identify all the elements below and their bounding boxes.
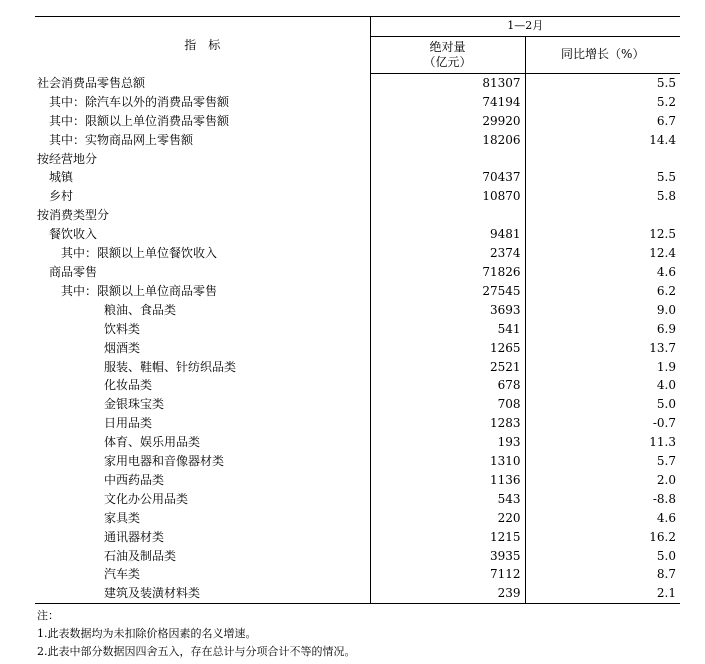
row-indicator-name: 汽车类: [35, 565, 370, 584]
row-absolute-value: 10870: [370, 187, 525, 206]
row-growth-rate: 2.0: [656, 472, 676, 487]
row-absolute-value: 220: [370, 509, 525, 528]
row-indicator-name: 按经营地分: [35, 150, 370, 169]
row-absolute-value: 193: [370, 433, 525, 452]
footnote-1: 1.此表数据均为未扣除价格因素的名义增速。: [37, 627, 257, 640]
row-absolute-value: 9481: [370, 225, 525, 244]
value-header-line1: 绝对量: [429, 39, 466, 54]
table-row: [35, 471, 680, 490]
row-indicator-name: 建筑及装潢材料类: [35, 584, 370, 603]
row-absolute-value: 3935: [370, 547, 525, 566]
row-growth-rate: 4.0: [656, 378, 676, 393]
table-row: [35, 528, 680, 547]
row-growth-rate: 12.4: [649, 246, 676, 261]
table-row: [35, 547, 680, 566]
retail-sales-table: [35, 16, 680, 604]
row-growth-rate: 9.0: [656, 302, 676, 317]
table-row: [35, 339, 680, 358]
table-row: [35, 565, 680, 584]
row-indicator-name: 社会消费品零售总额: [35, 73, 370, 92]
row-indicator-name: 其中：限额以上单位消费品零售额: [35, 112, 370, 131]
table-row: [35, 187, 680, 206]
row-growth-rate: [525, 150, 680, 169]
table-row: [35, 509, 680, 528]
retail-sales-table-container: [35, 16, 680, 604]
table-row: [35, 414, 680, 433]
row-growth-rate: 14.4: [649, 132, 676, 147]
row-growth-rate: -0.7: [652, 416, 676, 431]
row-growth-rate: 5.7: [656, 454, 676, 469]
table-row: [35, 452, 680, 471]
row-absolute-value: 29920: [370, 112, 525, 131]
row-indicator-name: 餐饮收入: [35, 225, 370, 244]
table-row: [35, 225, 680, 244]
table-row: [35, 73, 680, 92]
row-indicator-name: 体育、娱乐用品类: [35, 433, 370, 452]
row-indicator-name: 粮油、食品类: [35, 301, 370, 320]
row-indicator-name: 商品零售: [35, 263, 370, 282]
row-indicator-name: 其中：限额以上单位餐饮收入: [35, 244, 370, 263]
row-indicator-name: 乡村: [35, 187, 370, 206]
row-growth-rate: 5.5: [656, 170, 676, 185]
row-growth-rate: 1.9: [656, 359, 676, 374]
row-absolute-value: 1310: [370, 452, 525, 471]
row-growth-rate: 5.8: [656, 189, 676, 204]
table-row: [35, 490, 680, 509]
row-absolute-value: 7112: [370, 565, 525, 584]
row-absolute-value: 70437: [370, 168, 525, 187]
table-body: [35, 73, 680, 603]
table-row: [35, 244, 680, 263]
table-row: [35, 395, 680, 414]
indicator-header: 指 标: [35, 17, 370, 74]
table-row: [35, 358, 680, 377]
footnotes: [37, 607, 356, 661]
row-indicator-name: 饮料类: [35, 320, 370, 339]
row-growth-rate: 5.0: [656, 548, 676, 563]
row-absolute-value: 708: [370, 395, 525, 414]
table-row: [35, 150, 680, 169]
row-indicator-name: 服装、鞋帽、针纺织品类: [35, 358, 370, 377]
row-growth-rate: 12.5: [649, 227, 676, 242]
row-absolute-value: 1283: [370, 414, 525, 433]
row-indicator-name: 家具类: [35, 509, 370, 528]
table-row: [35, 93, 680, 112]
row-absolute-value: 27545: [370, 282, 525, 301]
table-row: [35, 112, 680, 131]
row-growth-rate: 11.3: [649, 435, 676, 450]
table-row: [35, 282, 680, 301]
row-indicator-name: 通讯器材类: [35, 528, 370, 547]
row-absolute-value: 541: [370, 320, 525, 339]
row-indicator-name: 中西药品类: [35, 471, 370, 490]
period-header: 1—2月: [370, 17, 680, 37]
row-absolute-value: 2374: [370, 244, 525, 263]
growth-header: 同比增长（%）: [525, 36, 680, 73]
row-indicator-name: 其中：实物商品网上零售额: [35, 131, 370, 150]
row-indicator-name: 金银珠宝类: [35, 395, 370, 414]
value-header: [370, 36, 525, 73]
row-absolute-value: 1215: [370, 528, 525, 547]
value-header-line2: （亿元）: [423, 54, 472, 69]
row-indicator-name: 化妆品类: [35, 376, 370, 395]
row-absolute-value: 1265: [370, 339, 525, 358]
row-growth-rate: 6.9: [656, 321, 676, 336]
row-growth-rate: 16.2: [649, 529, 676, 544]
row-growth-rate: 5.0: [656, 397, 676, 412]
table-row: [35, 584, 680, 603]
row-indicator-name: 烟酒类: [35, 339, 370, 358]
row-absolute-value: [370, 206, 525, 225]
row-growth-rate: 4.6: [656, 510, 676, 525]
table-row: [35, 301, 680, 320]
footnote-2: 2.此表中部分数据因四舍五入，存在总计与分项合计不等的情况。: [37, 645, 356, 658]
row-indicator-name: 日用品类: [35, 414, 370, 433]
row-growth-rate: 6.7: [656, 113, 676, 128]
row-absolute-value: 74194: [370, 93, 525, 112]
row-absolute-value: 1136: [370, 471, 525, 490]
row-indicator-name: 其中：除汽车以外的消费品零售额: [35, 93, 370, 112]
row-indicator-name: 城镇: [35, 168, 370, 187]
table-row: [35, 263, 680, 282]
table-row: [35, 320, 680, 339]
row-growth-rate: 2.1: [525, 584, 680, 603]
row-absolute-value: [370, 150, 525, 169]
row-growth-rate: 5.2: [656, 94, 676, 109]
row-absolute-value: 71826: [370, 263, 525, 282]
row-indicator-name: 文化办公用品类: [35, 490, 370, 509]
row-absolute-value: 18206: [370, 131, 525, 150]
table-row: [35, 168, 680, 187]
row-indicator-name: 石油及制品类: [35, 547, 370, 566]
row-absolute-value: 678: [370, 376, 525, 395]
table-row: [35, 433, 680, 452]
row-growth-rate: 8.7: [656, 567, 676, 582]
row-absolute-value: 81307: [370, 73, 525, 92]
row-indicator-name: 其中：限额以上单位商品零售: [35, 282, 370, 301]
row-growth-rate: [525, 206, 680, 225]
row-indicator-name: 按消费类型分: [35, 206, 370, 225]
table-row: [35, 131, 680, 150]
row-growth-rate: -8.8: [652, 491, 676, 506]
table-row: [35, 376, 680, 395]
row-absolute-value: 3693: [370, 301, 525, 320]
row-indicator-name: 家用电器和音像器材类: [35, 452, 370, 471]
row-growth-rate: 5.5: [656, 75, 676, 90]
footnote-title: 注：: [37, 609, 59, 622]
row-growth-rate: 4.6: [656, 264, 676, 279]
table-row: [35, 206, 680, 225]
row-growth-rate: 13.7: [649, 340, 676, 355]
table-header: [35, 17, 680, 74]
row-growth-rate: 6.2: [656, 283, 676, 298]
row-absolute-value: 543: [370, 490, 525, 509]
row-absolute-value: 2521: [370, 358, 525, 377]
row-absolute-value: 239: [370, 584, 525, 603]
